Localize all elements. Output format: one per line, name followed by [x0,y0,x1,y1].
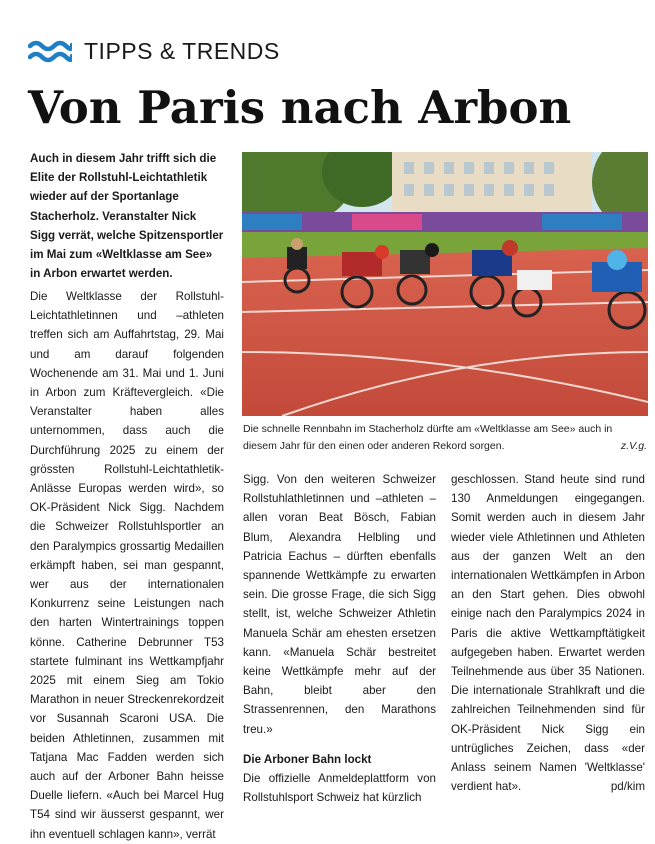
photo-caption [243,421,647,455]
section-header [28,34,280,68]
body-column-2 [243,470,436,807]
body-text: Die Weltklasse der Rollstuhl-Leichtathletinnen und –athleten treffen sich am Auffahrtstag, 29. Mai und am darauf folgenden Wochenende am 31. Mai und 1. Juni in Arbon zum Kräftevergleich. «Die Veranstalter haben alles unternommen, dass auch die Durchführung 2025 zu einem der grössten Rollstuhl-Leichtathletik-Anlässe Europas werden wird», so OK-Präsident Nick Sigg. Nachdem die Schweizer Rollstuhlsportler an den Paralympics grossartig Medaillen erkämpft haben, sei man gespannt, wer aus der internationalen Konkurrenz seine Leistungen nach den harten Wintertrainings toppen könne. Catherine Debrunner T53 startete fulminant ins Wettkampfjahr 2025 mit einem Sieg am Tokio Marathon in neuer Streckenrekordzeit vor Susannah Scaroni USA. Die beiden Athletinnen, zusammen mit Tatjana Mac Fadden werden sich auch auf der Arboner Bahn heisse Duelle liefern. «Auch bei Marcel Hug T54 sind wir äusserst gespannt, wer ihn eventuell schlagen kann», verrät [30,290,224,841]
wheelchair-race-image [242,152,648,416]
body-column-3 [451,470,645,796]
body-text: geschlossen. Stand heute sind rund 130 Anmeldungen eingegangen. Somit werden auch in diesem Jahr wieder viele Athletinnen und Athleten aus der ganzen Welt an den internationalen Wettkämpfen in Arbon an den Start gehen. Dies obwohl einige nach den Paralympics 2024 in Paris die aktive Wettkampftätigkeit aufgegeben haben. Erwartet werden Teilnehmende aus über 35 Nationen. Die internationale Strahlkraft und die zahlreichen Teilnehmenden sind für OK-Präsident Nick Sigg ein untrügliches Zeichen, dass «der Anlass seinem Namen 'Weltklasse' verdient hat». pd/kim [451,470,645,796]
photo-credit: z.V.g. [620,440,647,452]
caption-text: Die schnelle Rennbahn im Stacherholz dürfte am «Weltklasse am See» auch in diesem Jahr für den einen oder anderen Rekord sorgen. [243,423,613,452]
author-signature: pd/kim [610,780,645,794]
body-column-1 [30,287,224,844]
section-label: TIPPS & TRENDS [84,37,280,64]
article-lead: Auch in diesem Jahr trifft sich die Elite der Rollstuhl-Leichtathletik wieder auf der Sportanlage Stacherholz. Veranstalter Nick Sigg verrät, welche Spitzensportler im Mai zum «Weltklasse am See» in Arbon erwartet werden. [30,152,224,281]
article-photo [242,152,648,416]
subheading: Die Arboner Bahn lockt [243,752,372,766]
waves-icon [28,37,72,65]
body-text: Sigg. Von den weiteren Schweizer Rollstuhlathletinnen und –athleten – allen voran Beat Bösch, Fabian Blum, Alexandra Helbling und Patricia Eachus – dürften ebenfalls spannende Wettkämpfe zu erwarten sein. Die grosse Frage, die sich Sigg stellt, ist, welche Schweizer Athletin Manuela Schär am ehesten ersetzen kann. «Manuela Schär bestreitet keine Wettkämpfe mehr auf der Bahn, bleibt aber den Strassenrennen, den Marathons treu.» [243,473,436,736]
body-text: Die offizielle Anmeldeplattform von Rollstuhlsport Schweiz hat kürzlich [243,772,436,805]
article-headline: Von Paris nach Arbon [28,81,572,134]
